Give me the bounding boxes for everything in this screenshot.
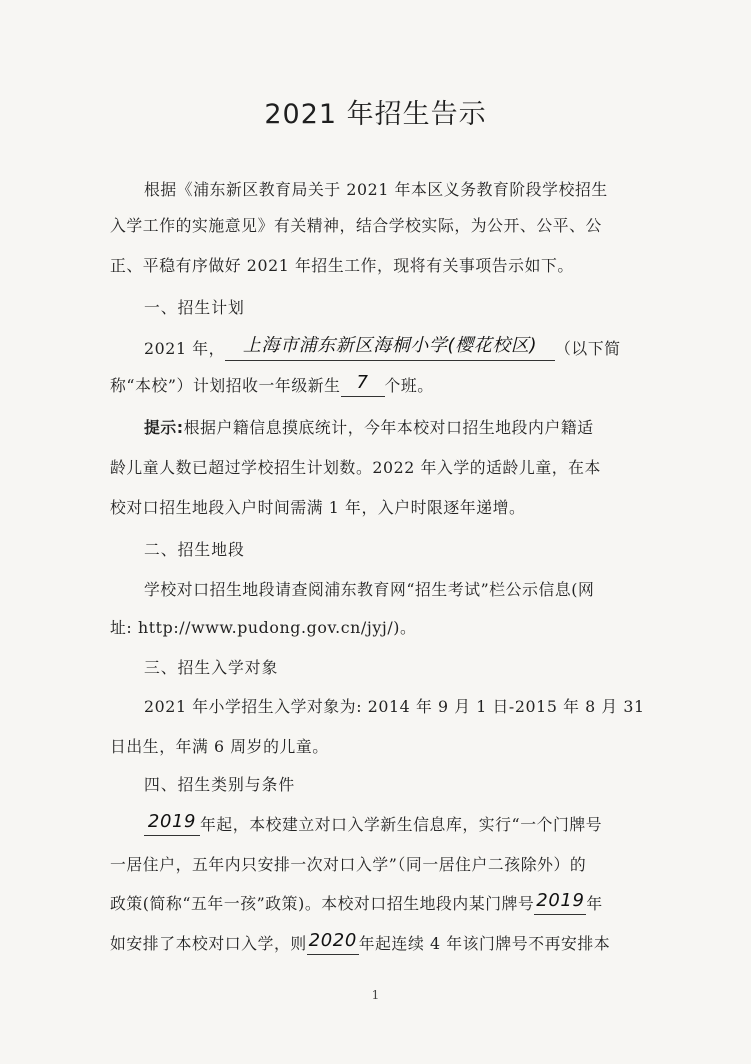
section4-line-4-suffix: 年起连续 4 年该门牌号不再安排本	[358, 934, 611, 953]
year3-blank	[307, 930, 359, 955]
plan-line-2	[110, 373, 630, 397]
intro-line-3: 正、平稳有序做好 2021 年招生工作，现将有关事项告示如下。	[110, 256, 574, 275]
year1-blank	[144, 811, 200, 836]
intro-line-2: 入学工作的实施意见》有关精神，结合学校实际，为公开、公平、公	[110, 216, 602, 235]
section3-line-2: 日出生，年满 6 周岁的儿童。	[110, 737, 329, 756]
section4-line-4-prefix: 如安排了本校对口入学，则	[110, 934, 307, 953]
section2-line-2: 址: http://www.pudong.gov.cn/jyj/)。	[110, 618, 417, 637]
section2-heading: 二、招生地段	[144, 540, 245, 559]
section3-line-1: 2021 年小学招生入学对象为: 2014 年 9 月 1 日-2015 年 8 月 31	[144, 697, 645, 716]
section4-line-3-suffix: 年	[586, 894, 603, 913]
plan2-prefix: 称“本校”）计划招收一年级新生	[110, 376, 341, 395]
plan-line-1	[144, 334, 664, 361]
year2-handwritten: 2019	[536, 890, 585, 911]
intro-line-1: 根据《浦东新区教育局关于 2021 年本区义务教育阶段学校招生	[144, 180, 608, 199]
page-title: 2021 年招生告示	[264, 99, 487, 130]
year3-handwritten: 2020	[308, 930, 357, 951]
page-number: 1	[371, 988, 380, 1002]
section3-heading: 三、招生入学对象	[144, 658, 279, 677]
note-label: 提示:	[144, 418, 184, 437]
section4-line-3	[110, 891, 630, 915]
school-name-handwritten: 上海市浦东新区海桐小学(樱花校区)	[242, 335, 538, 356]
section4-line-1	[144, 812, 664, 836]
section4-line-3-text: 政策(简称“五年一孩”政策)。本校对口招生地段内某门牌号	[110, 894, 535, 913]
section4-heading: 四、招生类别与条件	[144, 775, 296, 794]
class-count-blank	[341, 372, 385, 397]
plan-prefix: 2021 年，	[144, 339, 226, 358]
section1-heading: 一、招生计划	[144, 298, 245, 317]
year1-handwritten: 2019	[147, 811, 197, 832]
note-line-1	[144, 415, 664, 438]
note-line-3: 校对口招生地段入户时间需满 1 年，入户时限逐年递增。	[110, 498, 526, 517]
section2-line-1: 学校对口招生地段请查阅浦东教育网“招生考试”栏公示信息(网	[144, 580, 595, 599]
section4-line-1-text: 年起，本校建立对口入学新生信息库，实行“一个门牌号	[200, 815, 603, 834]
section4-line-2: 一居住户，五年内只安排一次对口入学”（同一居住户二孩除外）的	[110, 855, 587, 874]
note-line-2: 龄儿童人数已超过学校招生计划数。2022 年入学的适龄儿童，在本	[110, 458, 601, 477]
year2-blank	[534, 890, 586, 915]
note-text-1: 根据户籍信息摸底统计，今年本校对口招生地段内户籍适	[183, 418, 594, 437]
school-name-blank	[225, 334, 555, 361]
class-count-handwritten: 7	[356, 372, 369, 393]
plan-suffix: （以下简	[555, 339, 621, 358]
plan2-suffix: 个班。	[384, 376, 434, 395]
section4-line-4	[110, 931, 630, 955]
